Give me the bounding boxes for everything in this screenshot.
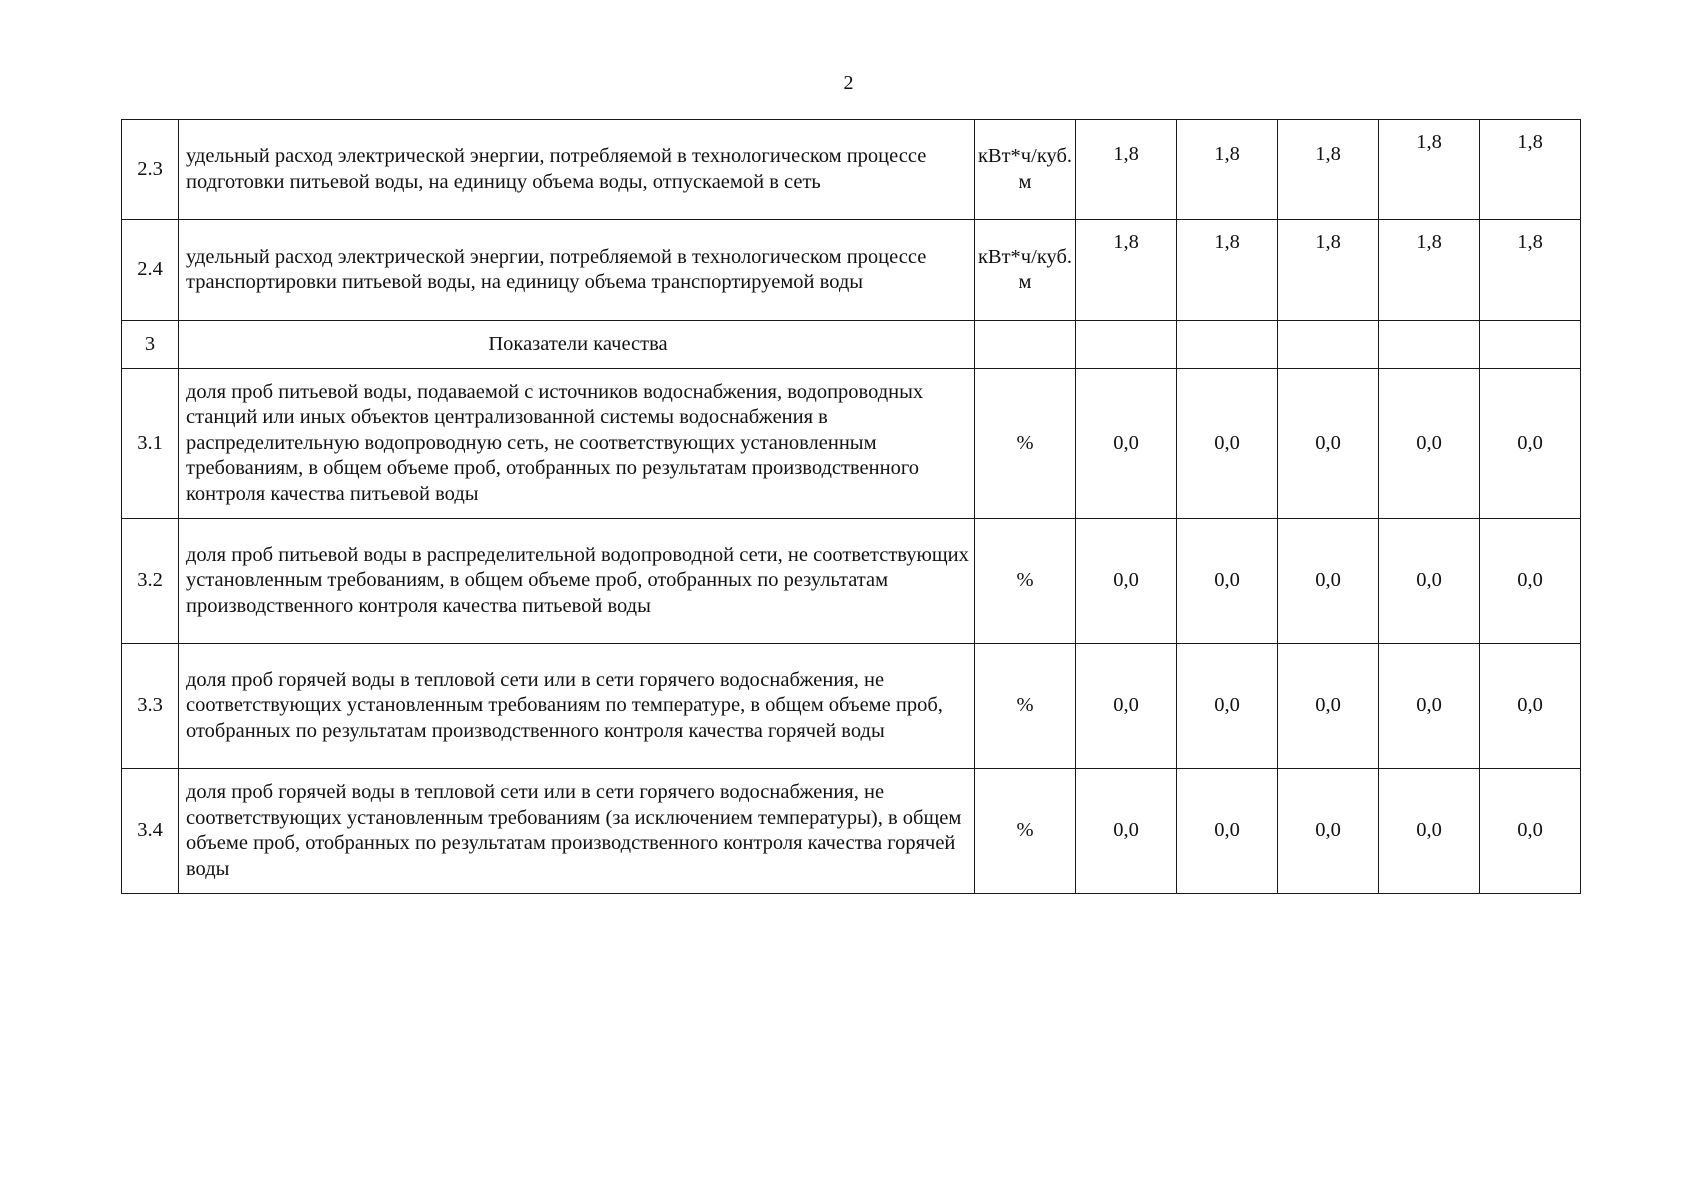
value-cell: 0,0 (1278, 644, 1379, 769)
row-number: 3.3 (122, 644, 179, 769)
value-cell: 0,0 (1076, 369, 1177, 519)
row-number: 3.4 (122, 769, 179, 894)
row-description: удельный расход электрической энергии, потребляемой в технологическом процессе транспортировки питьевой воды, на единицу объема транспортируемой воды (179, 220, 975, 321)
value-cell: 1,8 (1480, 220, 1581, 321)
row-unit: % (975, 769, 1076, 894)
value-cell (1177, 321, 1278, 369)
indicators-table (121, 119, 1581, 894)
value-cell: 1,8 (1278, 120, 1379, 220)
value-cell (1278, 321, 1379, 369)
value-cell: 1,8 (1177, 220, 1278, 321)
value-cell: 0,0 (1177, 769, 1278, 894)
value-cell: 1,8 (1480, 120, 1581, 220)
value-cell: 0,0 (1278, 369, 1379, 519)
row-number: 2.4 (122, 220, 179, 321)
value-cell: 0,0 (1480, 519, 1581, 644)
table-row (122, 769, 1581, 894)
value-cell: 1,8 (1379, 120, 1480, 220)
row-unit: кВт*ч/куб. м (975, 220, 1076, 321)
value-cell: 0,0 (1177, 369, 1278, 519)
value-cell: 1,8 (1076, 220, 1177, 321)
value-cell: 0,0 (1480, 369, 1581, 519)
row-description: доля проб горячей воды в тепловой сети или в сети горячего водоснабжения, не соответствующих установленным требованиям (за исключением температуры), в общем объеме проб, отобранных по результатам производственного контроля качества горячей воды (179, 769, 975, 894)
row-description: удельный расход электрической энергии, потребляемой в технологическом процессе подготовки питьевой воды, на единицу объема воды, отпускаемой в сеть (179, 120, 975, 220)
value-cell: 0,0 (1480, 644, 1581, 769)
section-heading: Показатели качества (179, 321, 975, 369)
row-description: доля проб питьевой воды, подаваемой с источников водоснабжения, водопроводных станций или иных объектов централизованной системы водоснабжения в распределительную водопроводную сеть, не соответствующих установленным требованиям, в общем объеме проб, отобранных по результатам производственного контроля качества питьевой воды (179, 369, 975, 519)
row-number: 2.3 (122, 120, 179, 220)
value-cell: 0,0 (1076, 769, 1177, 894)
value-cell: 1,8 (1076, 120, 1177, 220)
table-row (122, 220, 1581, 321)
row-number: 3.1 (122, 369, 179, 519)
value-cell: 0,0 (1177, 519, 1278, 644)
value-cell: 1,8 (1177, 120, 1278, 220)
row-unit: % (975, 644, 1076, 769)
value-cell: 0,0 (1076, 519, 1177, 644)
value-cell: 0,0 (1278, 519, 1379, 644)
table-row (122, 369, 1581, 519)
row-number: 3 (122, 321, 179, 369)
value-cell: 0,0 (1379, 369, 1480, 519)
table-row (122, 644, 1581, 769)
value-cell: 1,8 (1379, 220, 1480, 321)
value-cell: 0,0 (1076, 644, 1177, 769)
page-number: 2 (843, 72, 854, 94)
value-cell (1076, 321, 1177, 369)
value-cell: 0,0 (1177, 644, 1278, 769)
value-cell: 1,8 (1278, 220, 1379, 321)
row-number: 3.2 (122, 519, 179, 644)
row-description: доля проб горячей воды в тепловой сети или в сети горячего водоснабжения, не соответствующих установленным требованиям по температуре, в общем объеме проб, отобранных по результатам производственного контроля качества горячей воды (179, 644, 975, 769)
value-cell: 0,0 (1379, 644, 1480, 769)
table-row (122, 120, 1581, 220)
value-cell: 0,0 (1379, 769, 1480, 894)
row-description: доля проб питьевой воды в распределительной водопроводной сети, не соответствующих установленным требованиям, в общем объеме проб, отобранных по результатам производственного контроля качества питьевой воды (179, 519, 975, 644)
value-cell: 0,0 (1379, 519, 1480, 644)
value-cell: 0,0 (1480, 769, 1581, 894)
row-unit: % (975, 519, 1076, 644)
value-cell (1379, 321, 1480, 369)
row-unit: кВт*ч/куб. м (975, 120, 1076, 220)
value-cell (1480, 321, 1581, 369)
table-row (122, 519, 1581, 644)
value-cell: 0,0 (1278, 769, 1379, 894)
row-unit (975, 321, 1076, 369)
table-row (122, 321, 1581, 369)
row-unit: % (975, 369, 1076, 519)
